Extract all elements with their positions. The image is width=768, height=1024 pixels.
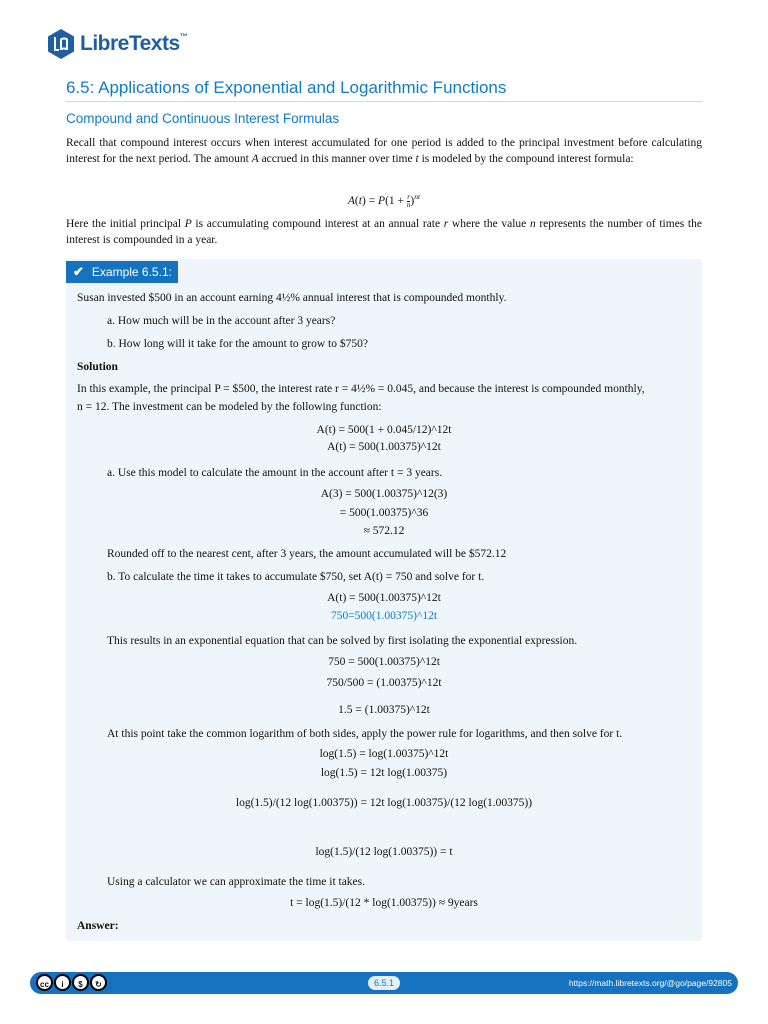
rounded-result-text: Rounded off to the nearest cent, after 3 years, the amount accumulated will be $572.12	[107, 548, 507, 560]
logarithm-text: At this point take the common logarithm of both sides, apply the power rule for logarithms, and then solve for t.	[107, 728, 623, 740]
calc-b-line2: 750=500(1.00375)^12t	[330, 610, 438, 622]
example-statement: Susan invested $500 in an account earning 4½% annual interest that is compounded monthly.	[77, 292, 507, 304]
solution-paragraph-line2: n = 12. The investment can be modeled by the following function:	[77, 401, 382, 413]
exponential-equation-text: This results in an exponential equation that can be solved by first isolating the exponential expression.	[107, 635, 578, 647]
calculator-text: Using a calculator we can approximate the time it takes.	[107, 876, 366, 888]
example-label: Example 6.5.1:	[91, 265, 172, 279]
log-line2: log(1.5) = 12t log(1.00375)	[320, 767, 448, 779]
libretexts-logo-icon	[46, 28, 76, 60]
principal-paragraph: Here the initial principal P is accumulating compound interest at an annual rate r where the value n represents the number of times the interest is compounded in a year.	[66, 218, 702, 246]
cc-license-badge[interactable]	[36, 974, 107, 992]
calc-a-line1: A(3) = 500(1.00375)^12(3)	[320, 488, 448, 500]
calc-a-line3: ≈ 572.12	[363, 525, 405, 537]
example-header[interactable]	[66, 261, 178, 283]
solution-paragraph-line1: In this example, the principal P = $500, the interest rate r = 4½% = 0.045, and because the interest is compounded monthly,	[77, 383, 645, 395]
intro-paragraph: Recall that compound interest occurs when interest accumulated for one period is added to the principal investment before calculating interest for the next period. The amount A accrued in this manner over time t is modeled by the compound interest formula:	[66, 137, 702, 165]
log-line4: log(1.5)/(12 log(1.00375)) = t	[315, 846, 453, 858]
title-divider	[66, 101, 702, 102]
cc-icon: cc	[36, 974, 53, 991]
checkmark-icon: ✔	[73, 264, 84, 279]
log-line1: log(1.5) = log(1.00375)^12t	[319, 748, 449, 760]
question-a: a. How much will be in the account after 3 years?	[107, 315, 336, 327]
page-title: 6.5: Applications of Exponential and Logarithmic Functions	[66, 78, 507, 97]
page-number: 6.5.1	[368, 976, 400, 990]
isolate-line3: 1.5 = (1.00375)^12t	[338, 704, 430, 716]
final-equation: t = log(1.5)/(12 * log(1.00375)) ≈ 9years	[290, 897, 478, 909]
model-equation-2: A(t) = 500(1.00375)^12t	[327, 441, 441, 453]
page-url-link[interactable]: https://math.libretexts.org/@go/page/92805	[568, 978, 732, 988]
part-a-intro: a. Use this model to calculate the amount in the account after t = 3 years.	[107, 467, 443, 479]
compound-interest-formula: A(t) = P(1 + $\frac{r}{n})^{nt}$	[347, 192, 421, 209]
solution-heading: Solution	[77, 361, 118, 373]
libretexts-logo[interactable]	[46, 28, 187, 60]
calc-a-line2: = 500(1.00375)^36	[339, 507, 429, 519]
part-b-intro: b. To calculate the time it takes to accumulate $750, set A(t) = 750 and solve for t.	[107, 571, 485, 583]
isolate-line1: 750 = 500(1.00375)^12t	[328, 656, 440, 668]
calc-b-line1: A(t) = 500(1.00375)^12t	[327, 592, 441, 604]
sa-icon: ↻	[90, 974, 107, 991]
isolate-line2: 750/500 = (1.00375)^12t	[326, 677, 442, 689]
section-title: Compound and Continuous Interest Formulas	[66, 111, 340, 126]
question-b: b. How long will it take for the amount to grow to $750?	[107, 338, 368, 350]
by-icon: i	[54, 974, 71, 991]
answer-label: Answer:	[77, 920, 119, 932]
nc-icon: $	[72, 974, 89, 991]
model-equation-1: A(t) = 500(1 + 0.045/12)^12t	[316, 424, 452, 436]
logo-text: LibreTexts™	[80, 32, 188, 55]
log-line3: log(1.5)/(12 log(1.00375)) = 12t log(1.00375)/(12 log(1.00375))	[235, 797, 533, 809]
